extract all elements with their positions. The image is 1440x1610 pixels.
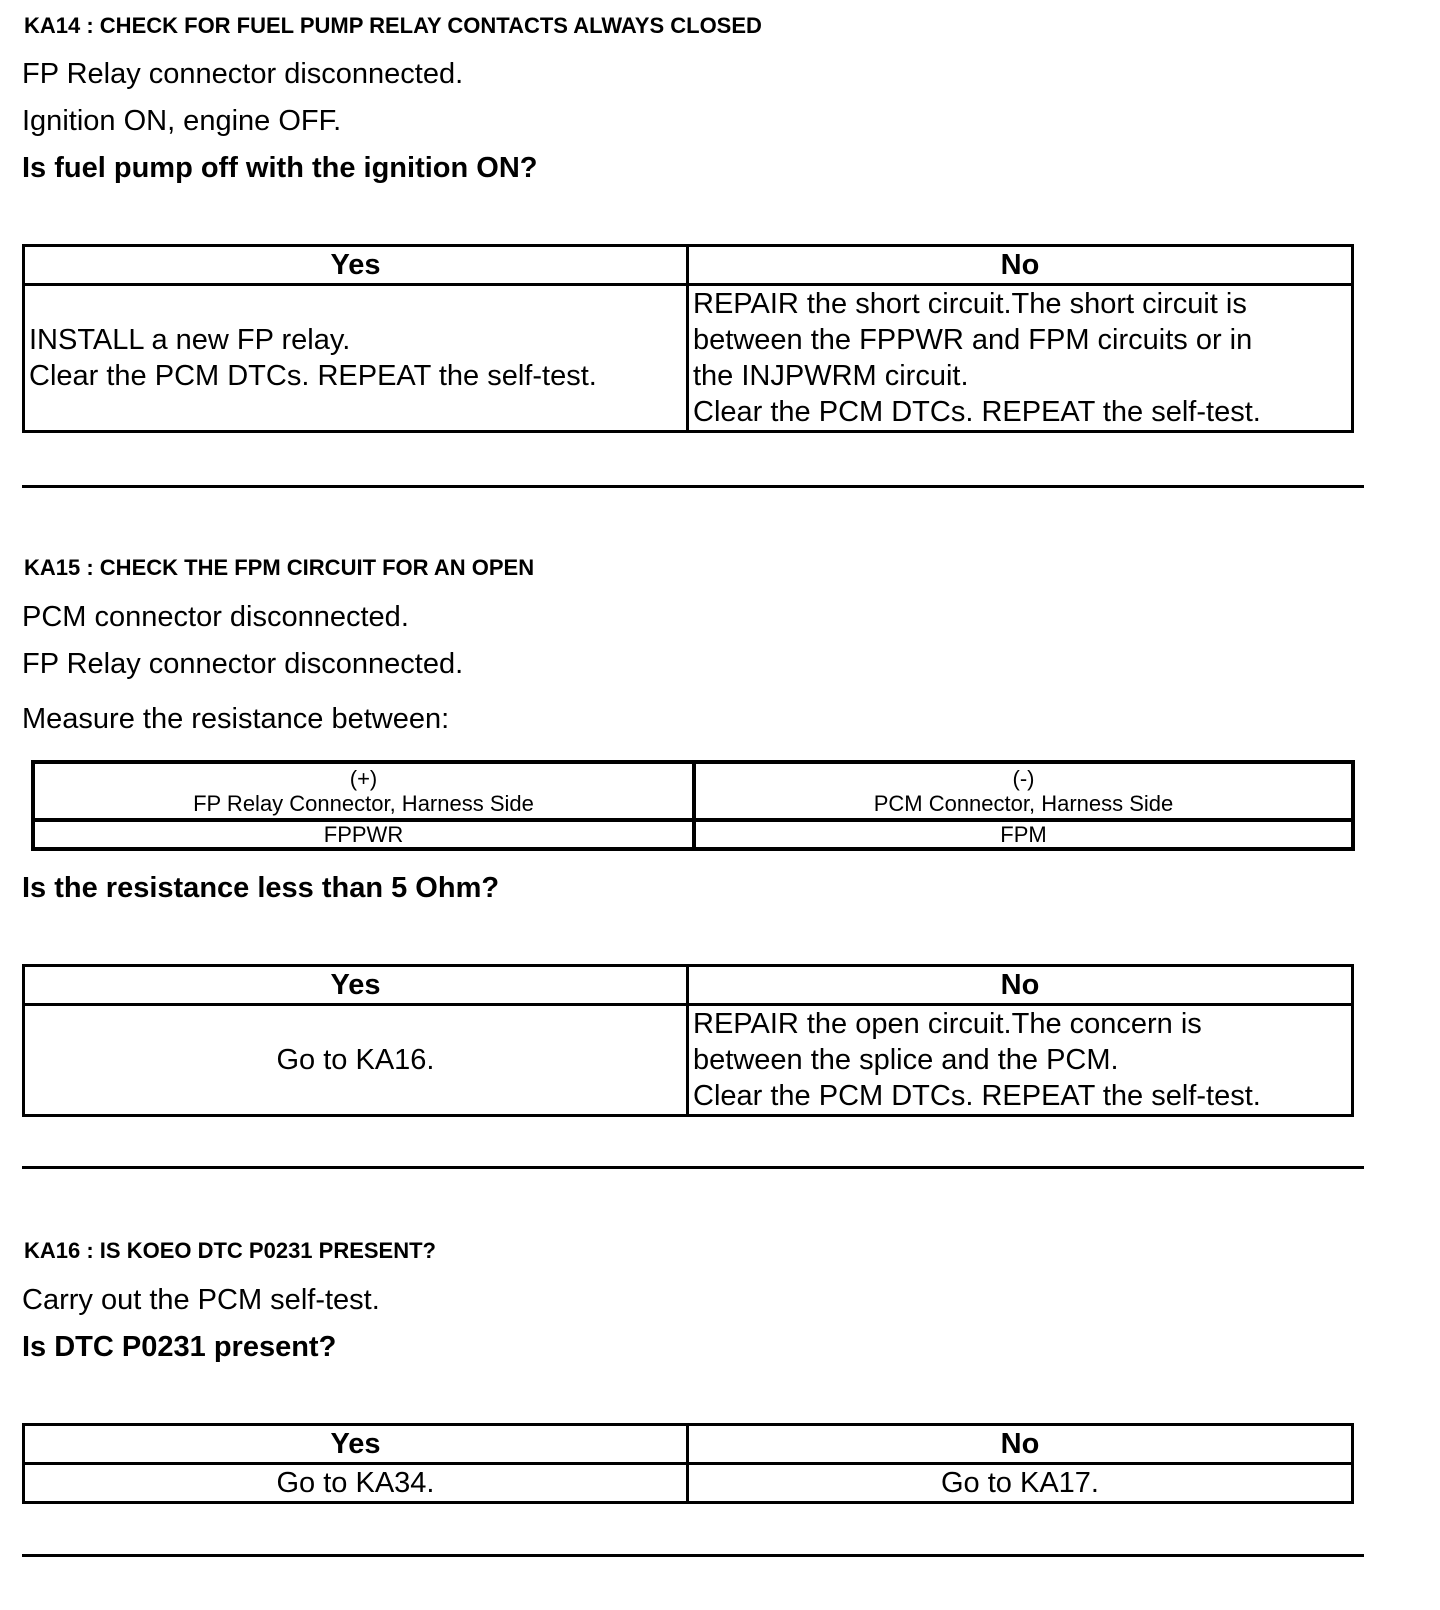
plus-label: FP Relay Connector, Harness Side	[193, 791, 534, 816]
text-line: between the FPPWR and FPM circuits or in	[693, 324, 1253, 356]
section-divider	[22, 1166, 1364, 1169]
ka16-heading: KA16 : IS KOEO DTC P0231 PRESENT?	[24, 1238, 436, 1263]
no-header: No	[688, 246, 1353, 285]
yes-header: Yes	[24, 246, 688, 285]
measure-table	[31, 760, 1355, 851]
ka14-condition: Ignition ON, engine OFF.	[22, 105, 342, 137]
section-divider	[22, 1554, 1364, 1557]
ka15-result-table	[22, 964, 1354, 1117]
text-line: Clear the PCM DTCs. REPEAT the self-test.	[693, 1080, 1261, 1112]
ka14-question: Is fuel pump off with the ignition ON?	[22, 152, 538, 184]
minus-terminal	[694, 762, 1353, 820]
text-line: Clear the PCM DTCs. REPEAT the self-test.	[29, 360, 597, 392]
ka14-condition: FP Relay connector disconnected.	[22, 58, 464, 90]
text-line: between the splice and the PCM.	[693, 1044, 1119, 1076]
text-line: REPAIR the open circuit.The concern is	[693, 1008, 1202, 1040]
plus-sign: (+)	[349, 766, 378, 791]
ka15-condition: FP Relay connector disconnected.	[22, 648, 464, 680]
yes-action	[24, 285, 688, 432]
text-line: REPAIR the short circuit.The short circuit is	[693, 288, 1247, 320]
no-header: No	[688, 1425, 1353, 1464]
ka16-result-table	[22, 1423, 1354, 1504]
ka15-condition: PCM connector disconnected.	[22, 601, 409, 633]
no-action	[688, 285, 1353, 432]
ka15-heading: KA15 : CHECK THE FPM CIRCUIT FOR AN OPEN	[24, 555, 535, 580]
minus-label: PCM Connector, Harness Side	[873, 791, 1174, 816]
ka15-instruction: Measure the resistance between:	[22, 703, 450, 735]
yes-header: Yes	[24, 966, 688, 1005]
text-line: Clear the PCM DTCs. REPEAT the self-test.	[693, 396, 1261, 428]
ka14-heading: KA14 : CHECK FOR FUEL PUMP RELAY CONTACTS ALWAYS CLOSED	[24, 13, 762, 38]
yes-action: Go to KA34.	[24, 1464, 688, 1503]
section-divider	[22, 485, 1364, 488]
plus-pin: FPPWR	[33, 820, 694, 849]
ka16-question: Is DTC P0231 present?	[22, 1331, 337, 1363]
yes-header: Yes	[24, 1425, 688, 1464]
minus-sign: (-)	[1012, 766, 1035, 791]
no-header: No	[688, 966, 1353, 1005]
no-action	[688, 1005, 1353, 1116]
ka15-question: Is the resistance less than 5 Ohm?	[22, 872, 500, 904]
no-action: Go to KA17.	[688, 1464, 1353, 1503]
yes-action: Go to KA16.	[24, 1005, 688, 1116]
minus-pin: FPM	[694, 820, 1353, 849]
ka14-result-table	[22, 244, 1354, 433]
text-line: INSTALL a new FP relay.	[29, 324, 351, 356]
plus-terminal	[33, 762, 694, 820]
ka16-instruction: Carry out the PCM self-test.	[22, 1284, 380, 1316]
text-line: the INJPWRM circuit.	[693, 360, 969, 392]
